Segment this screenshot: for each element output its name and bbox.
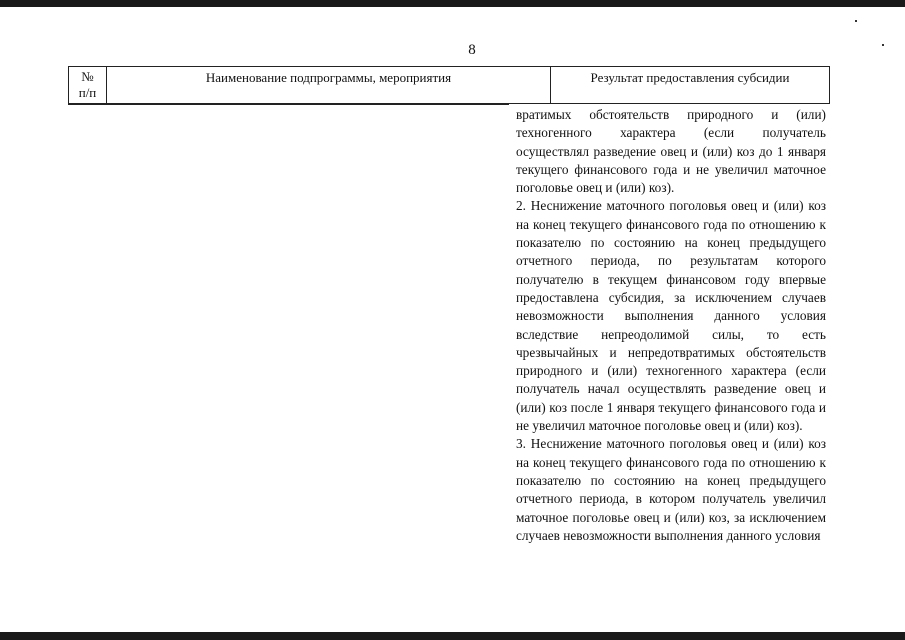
- scan-border-top: [0, 0, 905, 7]
- header-number-sublabel: п/п: [78, 85, 97, 100]
- header-result-column: Результат предоставления субсидии: [590, 70, 790, 85]
- scan-speck: [855, 20, 857, 22]
- header-number-label: №: [81, 69, 94, 84]
- scan-border-bottom: [0, 632, 905, 640]
- header-number-column: [69, 67, 107, 103]
- page-number: 8: [468, 42, 476, 58]
- table-divider-line: [68, 104, 509, 105]
- result-paragraph: вратимых обстоятельств природного и (или) техногенного характера (если получатель осуществлял разведение овец и (или) коз до 1 января текущего финансового года и не увеличил маточное поголовье овец и (или) коз).: [516, 107, 826, 196]
- result-paragraph: 2. Неснижение маточного поголовья овец и (или) коз на конец текущего финансового года по отношению к показателю по состоянию на конец предыдущего отчетного периода, по результатам которого получателю в текущем финансовом году впервые предоставлена субсидия, за исключением случаев невозможности выполнения данного условия вследствие непреодолимой силы, то есть чрезвычайных и непредотвратимых обстоятельств природного и (или) техногенного характера (если получатель начал осуществлять разведение овец и (или) коз после 1 января текущего финансового года и не увеличил маточное поголовье овец и (или) коз).: [516, 198, 826, 434]
- header-name-column: Наименование подпрограммы, мероприятия: [107, 67, 551, 103]
- result-cell: [516, 106, 826, 545]
- result-paragraph: 3. Неснижение маточного поголовья овец и (или) коз на конец текущего финансового года по отношению к показателю по состоянию на конец предыдущего отчетного периода, в котором получатель увеличил маточное поголовье овец и (или) коз, за исключением случаев невозможности выполнения данного условия: [516, 436, 826, 543]
- scan-speck: [882, 44, 884, 46]
- table-header: [68, 66, 830, 104]
